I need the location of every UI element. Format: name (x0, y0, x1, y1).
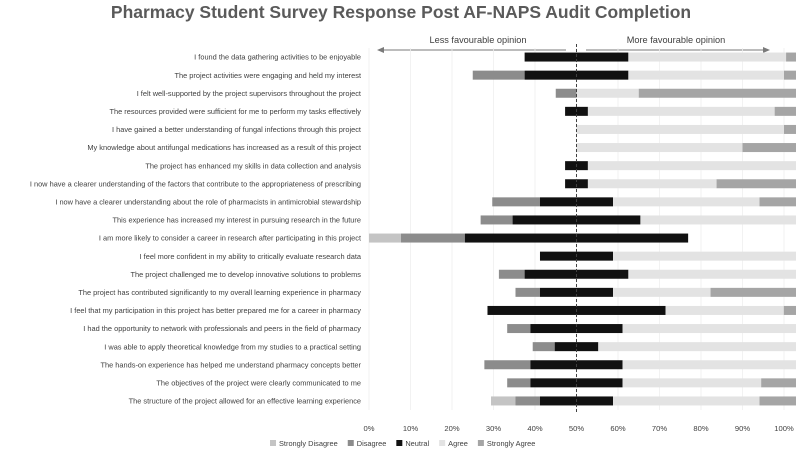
bar-segment-strongly-agree (775, 107, 796, 116)
question-label: The hands-on experience has helped me understand pharmacy concepts better (100, 360, 361, 370)
bar-segment-disagree (507, 378, 530, 387)
bar-segment-agree (588, 179, 717, 188)
bar-row (484, 360, 796, 369)
bar-row (577, 125, 796, 134)
question-label: I now have a clearer understanding about the role of pharmacists in antimicrobial stewardship (55, 197, 361, 207)
question-label: This experience has increased my interest in pursuing research in the future (112, 215, 361, 225)
bar-segment-agree (598, 342, 796, 351)
x-tick-label: 20% (444, 424, 460, 433)
legend-swatch (270, 440, 276, 446)
bar-segment-strongly-disagree (369, 234, 401, 243)
bar-segment-agree (588, 161, 796, 170)
bar-row (369, 234, 688, 243)
bar-segment-strongly-agree (717, 179, 796, 188)
bar-segment-agree (623, 378, 762, 387)
bar-segment-strongly-agree (711, 288, 796, 297)
bar-segment-agree (640, 215, 796, 224)
bar-segment-agree (613, 197, 759, 206)
bar-row (533, 342, 796, 351)
x-tick-label: 40% (527, 424, 543, 433)
question-label: I have gained a better understanding of fungal infections through this project (112, 125, 361, 135)
bar-segment-agree (666, 306, 784, 315)
bar-segment-strongly-agree (784, 306, 796, 315)
legend-label: Strongly Agree (486, 439, 536, 448)
bar-row (507, 378, 796, 387)
x-tick-label: 90% (734, 424, 751, 433)
question-label: The project has enhanced my skills in data collection and analysis (145, 161, 361, 171)
x-tick-label: 80% (693, 424, 709, 433)
bar-segment-disagree (484, 360, 530, 369)
question-label: My knowledge about antifungal medications has increased as a result of this project (87, 143, 361, 153)
bar-row (473, 71, 796, 80)
bar-segment-disagree (507, 324, 530, 333)
bar-segment-strongly-agree (639, 89, 796, 98)
question-labels (30, 53, 362, 406)
bar-segment-disagree (515, 288, 539, 297)
x-tick-label: 70% (651, 424, 668, 433)
bar-segment-strongly-agree (761, 378, 796, 387)
bar-segment-disagree (473, 71, 525, 80)
bar-segment-strongly-agree (786, 53, 796, 62)
question-label: The project has contributed significantly to my overall learning experience in pharmacy (78, 287, 361, 297)
legend-item (478, 439, 535, 448)
bar-segment-agree (613, 396, 759, 405)
x-tick-label: 100% (774, 424, 794, 433)
bar-row (492, 197, 796, 206)
x-tick-label: 60% (610, 424, 626, 433)
legend-swatch (478, 440, 484, 446)
legend-label: Strongly Disagree (279, 439, 338, 448)
opinion-annotations (377, 35, 770, 53)
bar-row (556, 89, 796, 98)
legend-item (348, 439, 387, 448)
x-axis-ticks (364, 424, 794, 433)
bar-row (525, 53, 796, 62)
legend-label: Disagree (356, 439, 387, 448)
x-tick-label: 30% (485, 424, 502, 433)
question-label: The resources provided were sufficient for me to perform my tasks effectively (109, 106, 361, 116)
bar-row (507, 324, 796, 333)
less-favourable-label: Less favourable opinion (429, 35, 527, 45)
bar-row (577, 143, 796, 152)
more-favourable-arrowhead (763, 47, 770, 53)
bar-segment-disagree (515, 396, 539, 405)
x-tick-label: 0% (363, 424, 375, 433)
legend-item (270, 439, 338, 448)
bar-segment-agree (577, 89, 639, 98)
bar-segment-strongly-disagree (491, 396, 515, 405)
bar-row (481, 215, 796, 224)
question-label: I felt well-supported by the project supervisors throughout the project (136, 88, 361, 98)
question-label: The project challenged me to develop innovative solutions to problems (130, 269, 361, 279)
bar-segment-disagree (492, 197, 540, 206)
bar-row (515, 288, 796, 297)
more-favourable-label: More favourable opinion (626, 35, 726, 45)
bar-segment-strongly-agree (784, 71, 796, 80)
question-label: I had the opportunity to network with professionals and peers in the field of pharmacy (83, 324, 361, 334)
question-label: The objectives of the project were clearly communicated to me (156, 378, 361, 388)
question-label: I am more likely to consider a career in research after participating in this project (98, 233, 361, 243)
chart-title: Pharmacy Student Survey Response Post AF-NAPS Audit Completion (110, 2, 692, 22)
question-label: The project activities were engaging and held my interest (174, 70, 361, 80)
bar-segment-agree (628, 53, 786, 62)
legend-label: Agree (448, 439, 468, 448)
bar-row (491, 396, 796, 405)
bar-segment-strongly-agree (784, 125, 796, 134)
bar-segment-disagree (401, 234, 465, 243)
bar-segment-strongly-agree (743, 143, 796, 152)
bar-row (565, 107, 796, 116)
bars (369, 53, 796, 406)
bar-segment-strongly-agree (760, 197, 796, 206)
bar-segment-agree (623, 360, 796, 369)
bar-segment-strongly-agree (760, 396, 796, 405)
bar-segment-agree (628, 71, 784, 80)
legend-item (439, 439, 468, 448)
bar-row (565, 161, 796, 170)
bar-segment-agree (628, 270, 796, 279)
legend (270, 439, 535, 448)
legend-swatch (348, 440, 354, 446)
legend-label: Neutral (405, 439, 430, 448)
bar-row (540, 252, 796, 261)
bar-segment-agree (613, 288, 711, 297)
bar-row (565, 179, 796, 188)
less-favourable-arrowhead (377, 47, 384, 53)
question-label: I found the data gathering activities to be enjoyable (194, 52, 361, 62)
bar-segment-agree (577, 125, 785, 134)
legend-item (396, 439, 429, 448)
question-label: The structure of the project allowed for an effective learning experience (128, 396, 361, 406)
bar-row (499, 270, 796, 279)
bar-segment-disagree (556, 89, 577, 98)
x-tick-label: 50% (568, 424, 585, 433)
bar-segment-agree (613, 252, 796, 261)
bar-segment-agree (577, 143, 743, 152)
question-label: I feel that my participation in this project has better prepared me for a career in pharmacy (70, 306, 361, 316)
bar-segment-disagree (499, 270, 525, 279)
question-label: I now have a clearer understanding of the factors that contribute to the appropriateness of prescribing (29, 179, 361, 189)
question-label: I was able to apply theoretical knowledge from my studies to a practical setting (104, 342, 361, 352)
x-tick-label: 10% (402, 424, 419, 433)
legend-swatch (396, 440, 402, 446)
bar-segment-disagree (481, 215, 513, 224)
bar-row (487, 306, 796, 315)
question-label: I feel more confident in my ability to critically evaluate research data (139, 251, 361, 261)
bar-segment-agree (588, 107, 775, 116)
bar-segment-agree (623, 324, 796, 333)
legend-swatch (439, 440, 445, 446)
bar-segment-disagree (533, 342, 555, 351)
